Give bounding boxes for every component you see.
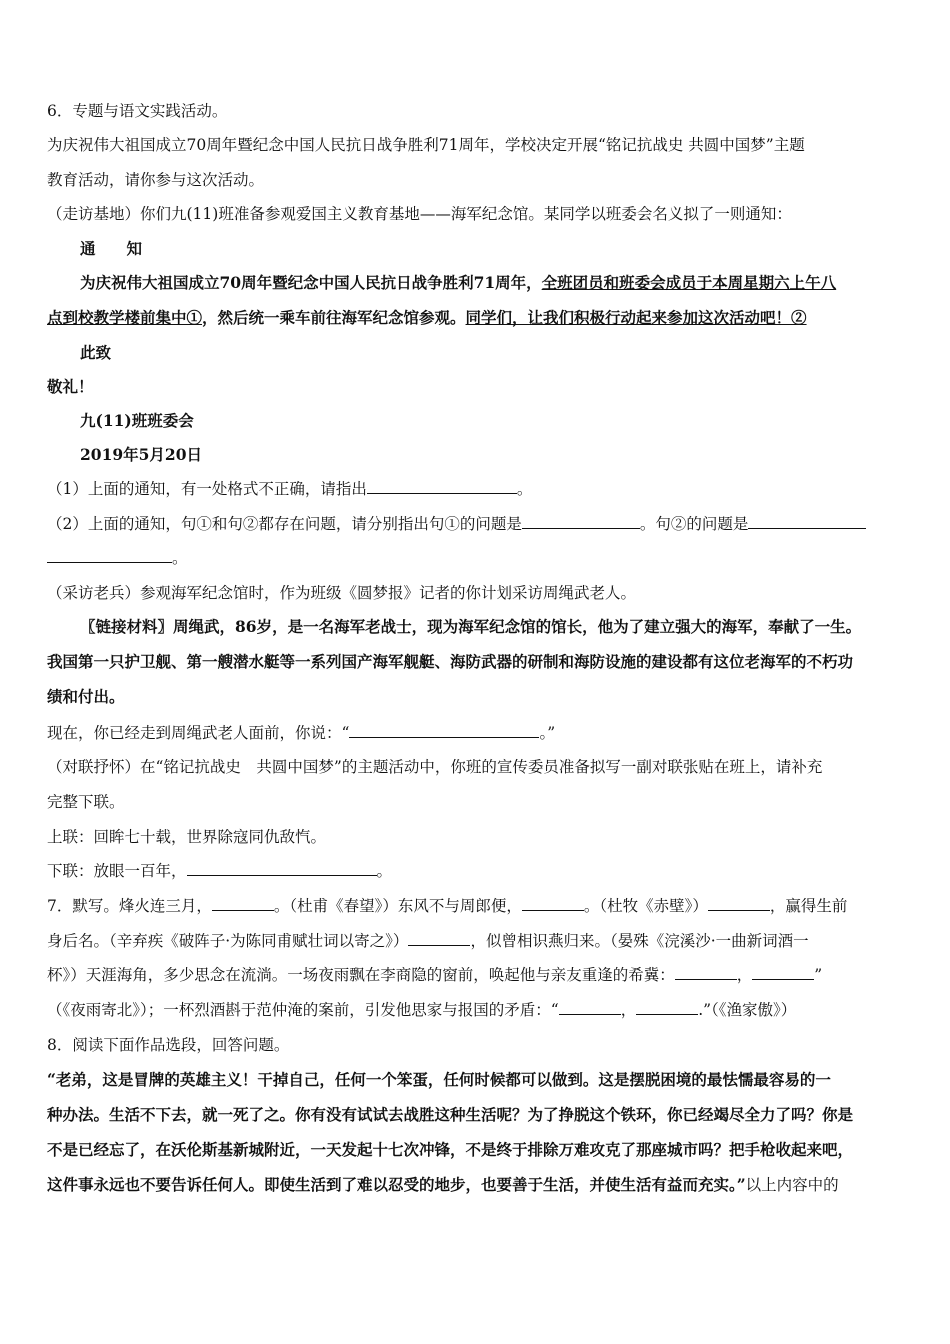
notice-title: 通 知 [80, 239, 143, 258]
q7-text-12: .”（《渔家傲》） [698, 1001, 797, 1019]
answer-blank[interactable] [522, 896, 584, 911]
q7-text-11: ， [620, 1001, 637, 1019]
q7-text-3: 。（杜牧《赤壁》） [583, 897, 708, 915]
q6-speak-end: 。” [539, 724, 556, 742]
q6-interview-intro: （采访老兵）参观海军纪念馆时，作为班级《圆梦报》记者的你计划采访周绳武老人。 [47, 584, 637, 602]
q6-sub-1-end: 。 [516, 480, 533, 498]
notice-signature: 九(11)班班委会 [80, 411, 194, 430]
material-line-2: 我国第一只护卫舰、第一艘潜水艇等一系列国产海军舰艇、海防武器的研制和海防设施的建设都有这位老海军的不朽功 [47, 652, 854, 671]
q6-sub-2-text: （2）上面的通知，句①和句②都存在问题，请分别指出句①的问题是 [47, 515, 522, 533]
q6-sub-2-end: 。 [172, 549, 188, 567]
answer-blank[interactable] [636, 1000, 698, 1015]
q7-text-4: ，赢得生前 [769, 897, 848, 915]
q8-question-start: 以上内容中的 [745, 1176, 839, 1194]
q6-sub-2 [47, 514, 866, 534]
answer-blank[interactable] [675, 965, 737, 980]
q8-passage-line-3: 不是已经忘了，在沃伦斯基新城附近，一天发起十七次冲锋，不是终于排除万难攻克了那座城市吗？把手枪收起来吧， [47, 1140, 854, 1159]
couplet-intro-line-2: 完整下联。 [47, 793, 125, 811]
notice-body-line-2 [47, 308, 807, 328]
couplet-lower-text: 下联：放眼一百年， [47, 862, 187, 880]
q7-line-2 [47, 931, 809, 951]
q7-text-9: ” [814, 966, 823, 984]
q7-line-1 [47, 896, 847, 916]
notice-closing-1: 此致 [80, 343, 112, 362]
answer-blank[interactable] [187, 861, 377, 876]
answer-blank[interactable] [748, 514, 866, 529]
answer-blank[interactable] [349, 723, 539, 738]
q7-text-5: 身后名。（辛弃疾《破阵子·为陈同甫赋壮词以寄之》） [47, 932, 409, 950]
answer-blank[interactable] [212, 896, 274, 911]
q8-passage-text: 这件事永远也不要告诉任何人。即使生活到了难以忍受的地步，也要善于生活，并使生活有益而充实。” [47, 1175, 746, 1194]
answer-blank[interactable] [47, 548, 172, 563]
q7-line-3 [47, 965, 822, 985]
q7-text-2: 。（杜甫《春望》）东风不与周郎便， [273, 897, 522, 915]
q8-passage-line-1: “老弟，这是冒牌的英雄主义！干掉自己，任何一个笨蛋，任何时候都可以做到。这是摆脱困境的最怯懦最容易的一 [47, 1070, 831, 1089]
question-6-title: 6．专题与语文实践活动。 [47, 102, 228, 120]
couplet-upper: 上联：回眸七十载，世界除寇同仇敌忾。 [47, 828, 327, 846]
material-line-3: 绩和付出。 [47, 687, 125, 706]
answer-blank[interactable] [559, 1000, 621, 1015]
notice-sentence-1-part-b: 点到校教学楼前集中① [47, 308, 203, 327]
couplet-lower-end: 。 [376, 862, 393, 880]
answer-blank[interactable] [752, 965, 814, 980]
answer-blank[interactable] [367, 479, 517, 494]
material-line-1: 〖链接材料〗周绳武，86岁，是一名海军老战士，现为海军纪念馆的馆长，他为了建立强大的海军，奉献了一生。 [80, 617, 862, 636]
q6-sub-2-mid: 。句②的问题是 [639, 515, 749, 533]
q7-text-8: ， [736, 966, 753, 984]
question-8-title: 8．阅读下面作品选段，回答问题。 [47, 1036, 290, 1054]
q6-visit-intro: （走访基地）你们九(11)班准备参观爱国主义教育基地——海军纪念馆。某同学以班委会名义拟了一则通知： [47, 205, 792, 223]
q8-passage-line-2: 种办法。生活不下去，就一死了之。你有没有试试去战胜这种生活呢？为了挣脱这个铁环，你已经竭尽全力了吗？你是 [47, 1105, 854, 1124]
notice-body-plain-2: ，然后统一乘车前往海军纪念馆参观。 [202, 308, 466, 327]
couplet-lower [47, 861, 392, 881]
q6-sub-1 [47, 479, 532, 499]
answer-blank[interactable] [408, 931, 470, 946]
couplet-intro-line-1: （对联抒怀）在“铭记抗战史 共圆中国梦”的主题活动中，你班的宣传委员准备拟写一副对联张贴在班上，请补充 [47, 758, 823, 776]
q6-sub-2-continued [47, 548, 188, 568]
notice-body-plain-1: 为庆祝伟大祖国成立70周年暨纪念中国人民抗日战争胜利71周年， [80, 273, 542, 292]
notice-body-line-1 [80, 273, 836, 293]
answer-blank[interactable] [708, 896, 770, 911]
q6-speak-line [47, 723, 555, 743]
q6-sub-1-text: （1）上面的通知，有一处格式不正确，请指出 [47, 480, 367, 498]
q7-text-1: 7．默写。烽火连三月， [47, 897, 212, 915]
notice-date: 2019年5月20日 [80, 445, 202, 464]
answer-blank[interactable] [522, 514, 640, 529]
notice-sentence-2: 同学们，让我们积极行动起来参加这次活动吧！② [465, 308, 807, 327]
q7-text-6: ，似曾相识燕归来。（晏殊《浣溪沙·一曲新词酒一 [470, 932, 809, 950]
q8-passage-line-4 [47, 1175, 839, 1195]
notice-closing-2: 敬礼！ [47, 377, 94, 396]
q6-intro-line-1: 为庆祝伟大祖国成立70周年暨纪念中国人民抗日战争胜利71周年，学校决定开展“铭记抗战史 共圆中国梦”主题 [47, 136, 805, 154]
q7-text-10: （《夜雨寄北》）；一杯烈酒斟于范仲淹的案前，引发他思家与报国的矛盾：“ [47, 1001, 559, 1019]
q7-text-7: 杯》）天涯海角，多少思念在流淌。一场夜雨飘在李商隐的窗前，唤起他与亲友重逢的希冀： [47, 966, 675, 984]
q7-line-4 [47, 1000, 796, 1020]
q6-intro-line-2: 教育活动，请你参与这次活动。 [47, 171, 265, 189]
notice-sentence-1-part-a: 全班团员和班委会成员于本周星期六上午八 [541, 273, 837, 292]
q6-speak-text: 现在，你已经走到周绳武老人面前，你说：“ [47, 724, 350, 742]
